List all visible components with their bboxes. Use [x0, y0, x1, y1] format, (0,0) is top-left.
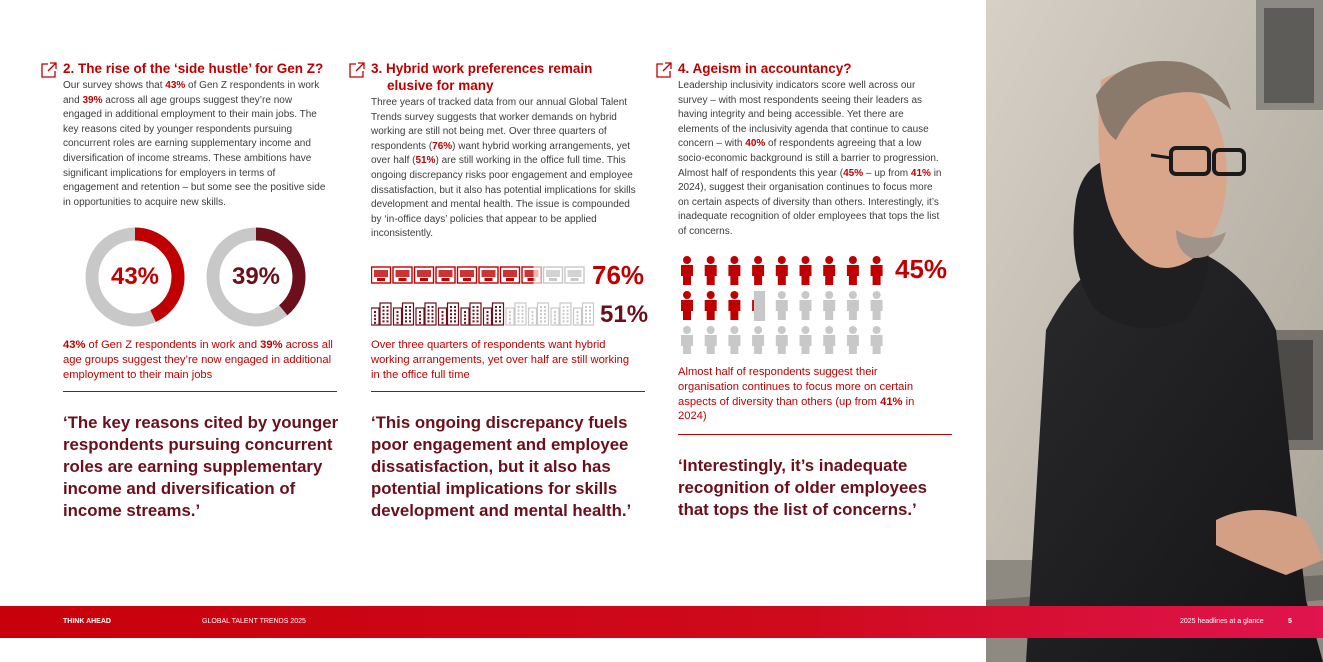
section-body: Three years of tracked data from our annual Global Talent Trends survey suggests that worker demands on hybrid working are still not being met. Over three quarters of respondents (76%) want hybrid working arrangements, yet over half (51%) are still working in the office full time. This ongoing discrepancy risks poor engagement and employee dissatisfaction, but it also has potential implications for skills development and mental health. The issue is compounded by ‘in-office days’ policies that appear to be applied inconsistently. [371, 97, 636, 240]
home-office-icon [436, 267, 455, 283]
page-number: 5 [1288, 618, 1292, 625]
pull-quote: ‘Interestingly, it’s inadequate recognition of older employees that tops the list of concerns.’ [678, 456, 927, 520]
home-office-icon [565, 267, 584, 283]
section-ageism [655, 60, 940, 240]
donut-label: 39% [231, 263, 281, 290]
person-icon [681, 326, 693, 354]
office-pictogram [371, 302, 597, 326]
person-icon [681, 256, 693, 285]
person-icon [728, 256, 740, 285]
section-heading [40, 60, 325, 77]
office-building-icon [416, 303, 436, 325]
hybrid-pictogram [371, 266, 589, 284]
home-office-icon [501, 267, 520, 283]
donut-gen-z [84, 226, 186, 328]
people-pictogram [677, 256, 892, 354]
home-office-icon [458, 267, 477, 283]
person-icon [728, 291, 740, 320]
section-heading [348, 60, 633, 94]
person-icon [871, 291, 883, 320]
person-icon [681, 291, 693, 320]
person-icon [823, 326, 835, 354]
person-icon [847, 256, 859, 285]
section-hybrid-work [348, 60, 636, 242]
office-stat: 51% [600, 301, 649, 328]
person-icon [823, 256, 835, 285]
section-title: 2. The rise of the ‘side hustle’ for Gen Z? [63, 61, 324, 76]
person-icon [847, 326, 859, 354]
people-stat: 45% [895, 254, 948, 284]
page-footer [0, 606, 1323, 638]
person-icon [871, 326, 883, 354]
partial-fill-mask [754, 291, 765, 321]
donut-charts [84, 226, 314, 328]
partial-fill-mask [534, 266, 542, 284]
donut-label: 43% [110, 263, 160, 290]
office-building-icon [551, 303, 571, 325]
chart-caption: Almost half of respondents suggest their organisation continues to focus more on certain aspects of diversity than others (up from 41% in 2024) [678, 366, 915, 423]
section-side-hustle [40, 60, 325, 210]
person-icon [705, 256, 717, 285]
person-icon [800, 326, 812, 354]
home-office-icon [393, 267, 412, 283]
person-icon [752, 256, 764, 285]
divider [63, 391, 337, 392]
portrait-photo [986, 0, 1323, 662]
office-building-icon [394, 303, 414, 325]
office-building-icon [574, 303, 594, 325]
pull-quote: ‘This ongoing discrepancy fuels poor engagement and employee dissatisfaction, but it also has potential implications for skills development and mental health.’ [371, 413, 632, 521]
home-office-icon [544, 267, 563, 283]
office-building-icon [371, 303, 391, 325]
hybrid-stat: 76% [592, 260, 645, 290]
home-office-icon [415, 267, 434, 283]
section-title: 3. Hybrid work preferences remain [371, 61, 593, 76]
section-body: Our survey shows that 43% of Gen Z respondents in work and 39% across all age groups suggest they’re now engaged in additional employment to their main jobs. The key reasons cited by younger respondents pursuing concurrent roles are earning supplementary income and diversification of income streams. These ambitions have significant implications for employers in terms of engagement and retention – but some see the positive side in opportunities to acquire new skills. [63, 80, 326, 208]
person-icon [823, 291, 835, 320]
section-heading [655, 60, 940, 77]
person-icon [728, 326, 740, 354]
person-icon [776, 326, 788, 354]
office-building-icon [529, 303, 549, 325]
person-icon [776, 256, 788, 285]
office-building-icon [484, 303, 504, 325]
home-office-icon [372, 267, 391, 283]
chart-caption: 43% of Gen Z respondents in work and 39% across all age groups suggest they’re now engaged in additional employment to their main jobs [63, 339, 333, 381]
office-building-icon [506, 303, 526, 325]
person-icon [800, 256, 812, 285]
footer-brand: THINK AHEAD [63, 618, 111, 625]
divider [678, 434, 952, 435]
external-link-icon[interactable] [40, 61, 58, 79]
external-link-icon[interactable] [655, 61, 673, 79]
external-link-icon[interactable] [348, 61, 366, 79]
pull-quote: ‘The key reasons cited by younger respondents pursuing concurrent roles are earning supplementary income and diversification of income streams.’ [63, 413, 339, 521]
home-office-icon [479, 267, 498, 283]
office-building-icon [461, 303, 481, 325]
person-icon [752, 326, 764, 354]
person-icon [800, 291, 812, 320]
section-title: 4. Ageism in accountancy? [678, 61, 852, 76]
section-title-line-2: elusive for many [387, 78, 494, 93]
donut-all-ages [205, 226, 307, 328]
office-building-icon [439, 303, 459, 325]
person-icon [847, 291, 859, 320]
person-icon [705, 291, 717, 320]
footer-section[interactable]: 2025 headlines at a glance [1180, 618, 1264, 625]
chart-caption: Over three quarters of respondents want hybrid working arrangements, yet over half are still working in the office full time [371, 339, 630, 381]
person-icon [776, 291, 788, 320]
footer-report-title: GLOBAL TALENT TRENDS 2025 [202, 618, 306, 625]
person-icon [705, 326, 717, 354]
person-icon [871, 256, 883, 285]
section-body: Leadership inclusivity indicators score well across our survey – with most respondents seeing their leaders as having integrity and being accessible. Yet there are elements of the inclusivity agenda that continue to cause concern – with 40% of respondents agreeing that a low socio-economic background is still a barrier to progression. Almost half of respondents this year (45% – up from 41% in 2024), suggest their organisation continues to focus more on certain aspects of diversity than others. Interestingly, it’s inadequate recognition of older employees that tops the list of concerns. [678, 80, 942, 237]
divider [371, 391, 645, 392]
